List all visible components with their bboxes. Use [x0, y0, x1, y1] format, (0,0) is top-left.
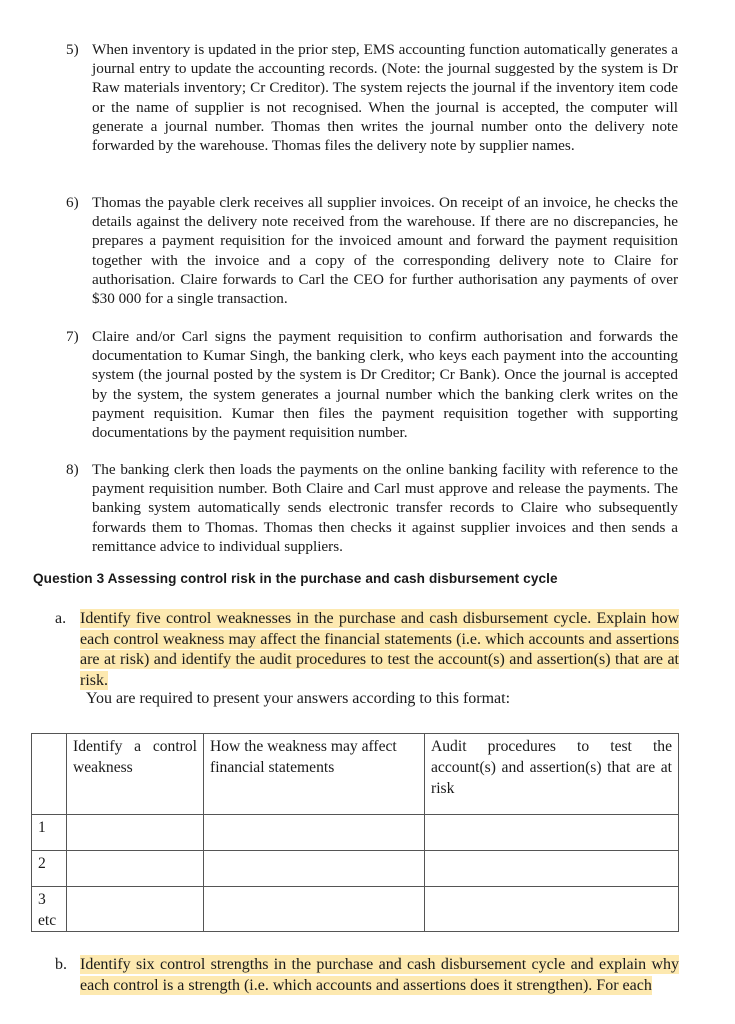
question-part-b	[55, 955, 679, 996]
row-number-cell	[32, 887, 67, 932]
step-7	[66, 327, 678, 442]
table-cell	[67, 851, 204, 887]
row-etc: etc	[38, 912, 57, 929]
row-number: 1	[32, 815, 67, 851]
part-label: a.	[55, 610, 67, 627]
table-cell	[204, 851, 425, 887]
format-note: You are required to present your answers according to this format:	[86, 690, 511, 707]
table-cell	[204, 815, 425, 851]
table-cell	[425, 887, 679, 932]
highlighted-text: Identify six control strengths in the purchase and cash disbursement cycle and explain why each control is a strength (i.e. which accounts and assertions does it strengthen). For each	[80, 956, 679, 994]
step-number: 7)	[66, 328, 79, 345]
part-label: b.	[55, 956, 67, 973]
column-header: How the weakness may affect financial statements	[204, 734, 425, 815]
column-header: Audit procedures to test the account(s) and assertion(s) that are at risk	[425, 734, 679, 815]
table-cell	[67, 815, 204, 851]
table-row	[32, 887, 679, 932]
table-cell	[425, 815, 679, 851]
step-text: The banking clerk then loads the payments on the online banking facility with reference to the payment requisition number. Both Claire and Carl must approve and release the payments. The banking system automatically sends electronic transfer records to Claire who subsequently forwards them to Thomas. Thomas then checks it against supplier invoices and then sends a remittance advice to individual suppliers.	[92, 461, 678, 555]
step-number: 8)	[66, 461, 79, 478]
answer-format-table	[31, 733, 679, 932]
step-number: 5)	[66, 41, 79, 58]
corner-cell	[32, 734, 67, 815]
column-header: Identify a control weakness	[67, 734, 204, 815]
table-cell	[67, 887, 204, 932]
table-cell	[425, 851, 679, 887]
step-text: Claire and/or Carl signs the payment requisition to confirm authorisation and forwards the documentation to Kumar Singh, the banking clerk, who keys each payment into the accounting system (the journal posted by the system is Dr Creditor; Cr Bank). Once the journal is accepted by the system, the system generates a journal number which the banking clerk writes on the payment requisition. Kumar then files the payment requisition together with supporting documentations by the payment requisition number.	[92, 328, 678, 442]
step-number: 6)	[66, 194, 79, 211]
table-row	[32, 851, 679, 887]
step-8	[66, 460, 678, 556]
highlighted-text: Identify five control weaknesses in the purchase and cash disbursement cycle. Explain how each control weakness may affect the financial statements (i.e. which accounts and assertions are at risk) and identify the audit procedures to test the account(s) and assertion(s) that are at risk.	[80, 610, 679, 689]
step-text: When inventory is updated in the prior step, EMS accounting function automatically generates a journal entry to update the accounting records. (Note: the journal suggested by the system is Dr Raw materials inventory; Cr Creditor). The system rejects the journal if the inventory item code or the name of supplier is not recognised. When the journal is accepted, the computer will generate a journal number. Thomas then writes the journal number onto the delivery note forwarded by the warehouse. Thomas files the delivery note by supplier names.	[92, 41, 678, 155]
question-heading: Question 3 Assessing control risk in the purchase and cash disbursement cycle	[33, 571, 558, 586]
question-part-a	[55, 609, 679, 691]
row-number: 3	[38, 891, 46, 908]
row-number: 2	[32, 851, 67, 887]
table-cell	[204, 887, 425, 932]
step-6	[66, 193, 678, 308]
step-text: Thomas the payable clerk receives all supplier invoices. On receipt of an invoice, he checks the details against the delivery note received from the warehouse. If there are no discrepancies, he prepares a payment requisition for the invoiced amount and forward the payment requisition together with the invoice and a copy of the corresponding delivery note to Claire for authorisation. Claire forwards to Carl the CEO for further authorisation any payments of over $30 000 for a single transaction.	[92, 194, 678, 308]
table-header-row	[32, 734, 679, 815]
step-5	[66, 40, 678, 155]
table-row	[32, 815, 679, 851]
